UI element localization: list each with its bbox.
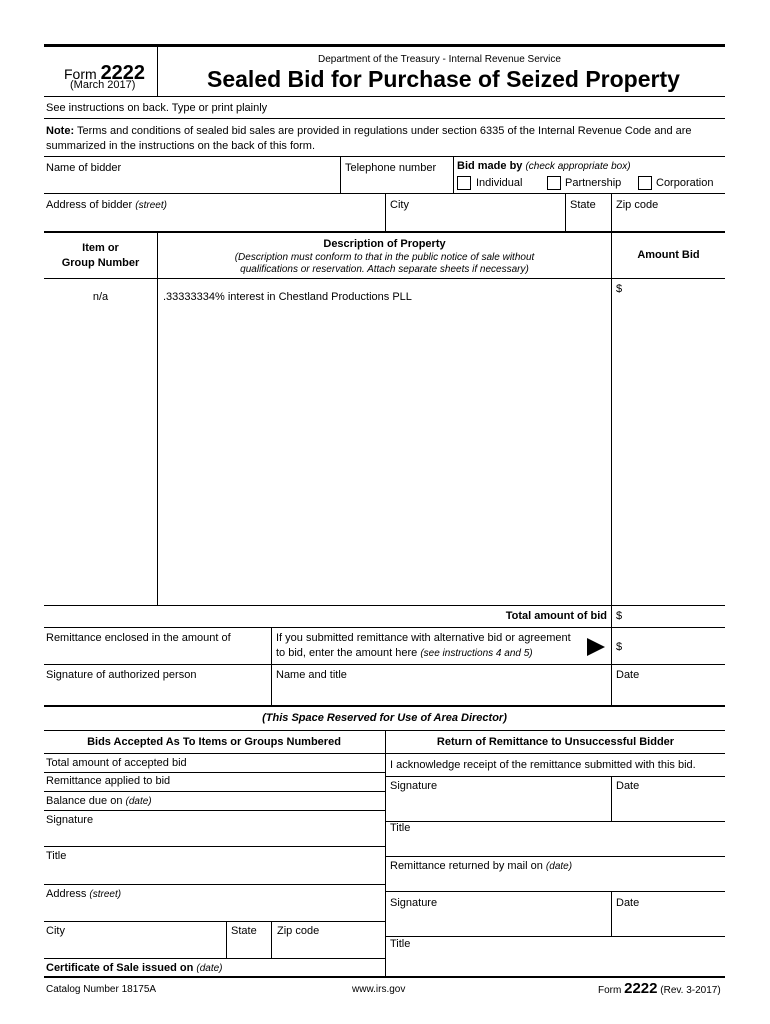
note-text-1: Terms and conditions of sealed bid sales are provided in regulations under section 6335 of the Internal Revenue Code and are — [76, 125, 692, 137]
note-line-2: summarized in the instructions on the back of this form. — [46, 140, 316, 152]
left-rule-2 — [44, 791, 385, 792]
individual-checkbox[interactable] — [457, 176, 471, 190]
corporation-label: Corporation — [656, 177, 714, 189]
certificate-hint: (date) — [196, 963, 223, 974]
zip-label: Zip code — [616, 199, 659, 211]
total-bid-value[interactable]: $ — [616, 610, 623, 622]
table-bottom-rule — [44, 605, 725, 606]
bid-made-by-hint: (check appropriate box) — [525, 161, 631, 172]
name-title-label: Name and title — [276, 669, 347, 681]
address-label — [46, 199, 167, 212]
col-desc-note-1: (Description must conform to that in the public notice of sale without — [234, 252, 535, 263]
return-remittance-header: Return of Remittance to Unsuccessful Bidder — [436, 736, 675, 748]
corporation-checkbox[interactable] — [638, 176, 652, 190]
col-desc-header: Description of Property — [323, 238, 446, 250]
form-date: (March 2017) — [70, 79, 136, 91]
alt-bid-line-2 — [276, 647, 533, 660]
bid-made-by — [457, 160, 631, 173]
instructions-text: See instructions on back. Type or print plainly — [46, 102, 268, 114]
right-date-divider-1 — [611, 776, 612, 821]
return-signature-field-2[interactable]: Signature — [390, 897, 438, 909]
state-field[interactable] — [566, 194, 610, 232]
left-rule-5 — [44, 884, 385, 885]
col-item-header-2: Group Number — [61, 257, 140, 269]
return-date-field-1[interactable]: Date — [616, 780, 640, 792]
remittance-bottom-rule — [44, 705, 725, 707]
remittance-returned-field[interactable] — [390, 860, 572, 873]
header-bottom-rule — [44, 96, 725, 97]
right-rule-1 — [385, 776, 725, 777]
director-address-field[interactable] — [46, 888, 121, 901]
individual-label: Individual — [476, 177, 523, 189]
col-item-header-1: Item or — [82, 242, 119, 254]
director-zip-field[interactable]: Zip code — [277, 925, 320, 937]
total-accepted-field[interactable]: Total amount of accepted bid — [46, 757, 187, 769]
bidder-rule-2 — [44, 231, 725, 233]
return-title-field-2[interactable]: Title — [390, 938, 411, 950]
balance-due-label: Balance due on — [46, 795, 123, 807]
header-divider — [157, 46, 158, 96]
agency-name: Department of the Treasury - Internal Revenue Service — [318, 54, 561, 65]
left-rule-4 — [44, 846, 385, 847]
note-label: Note: — [46, 125, 75, 137]
page-title: Sealed Bid for Purchase of Seized Property — [207, 66, 680, 92]
remittance-applied-field[interactable]: Remittance applied to bid — [46, 775, 171, 787]
partnership-checkbox[interactable] — [547, 176, 561, 190]
director-address-label: Address — [46, 888, 87, 900]
balance-due-hint: (date) — [125, 796, 152, 807]
director-title-field[interactable]: Title — [46, 850, 67, 862]
website-link[interactable]: www.irs.gov — [352, 984, 406, 995]
remittance-returned-label: Remittance returned by mail on — [390, 860, 543, 872]
balance-due-field[interactable] — [46, 795, 152, 808]
left-rule-6 — [44, 921, 385, 922]
right-rule-5 — [385, 936, 725, 937]
address-label-text: Address of bidder — [46, 199, 133, 211]
authorized-date-label: Date — [616, 669, 640, 681]
partnership-label: Partnership — [565, 177, 622, 189]
city-field[interactable] — [386, 194, 564, 232]
telephone-field[interactable] — [341, 157, 452, 193]
right-rule-4 — [385, 891, 725, 892]
alt-bid-hint: (see instructions 4 and 5) — [420, 648, 533, 659]
city-label: City — [390, 199, 409, 211]
return-signature-field-1[interactable]: Signature — [390, 780, 438, 792]
authorized-signature-field[interactable] — [44, 665, 270, 706]
authorized-signature-label: Signature of authorized person — [46, 669, 197, 681]
alt-amount-value[interactable]: $ — [616, 641, 623, 653]
col-amount-header: Amount Bid — [637, 249, 700, 261]
director-header-rule — [44, 753, 725, 754]
remittance-returned-hint: (date) — [545, 861, 573, 872]
bidder-name-label: Name of bidder — [46, 162, 122, 174]
telephone-label: Telephone number — [345, 162, 437, 174]
amount-bid-cell[interactable]: $ — [616, 283, 623, 295]
director-city-field[interactable]: City — [46, 925, 65, 937]
address-field[interactable] — [44, 194, 384, 232]
right-rule-2 — [385, 821, 725, 822]
left-city-state-divider — [226, 921, 227, 958]
state-label: State — [570, 199, 596, 211]
right-rule-3 — [385, 856, 725, 857]
left-rule-3 — [44, 810, 385, 811]
remittance-enclosed-field[interactable] — [44, 628, 270, 664]
note-line-1 — [46, 125, 692, 138]
total-bid-label: Total amount of bid — [505, 610, 607, 622]
footer-revision: (Rev. 3-2017) — [660, 985, 721, 996]
director-state-field[interactable]: State — [231, 925, 257, 937]
footer-form-id — [598, 980, 721, 998]
director-signature-field[interactable]: Signature — [46, 814, 94, 826]
bid-made-by-label: Bid made by — [457, 160, 523, 172]
acknowledge-text: I acknowledge receipt of the remittance submitted with this bid. — [390, 759, 696, 771]
form-word: Form — [64, 66, 97, 82]
catalog-number: Catalog Number 18175A — [46, 984, 157, 995]
footer-form-number: 2222 — [624, 980, 658, 997]
left-rule-1 — [44, 772, 385, 773]
remittance-enclosed-label: Remittance enclosed in the amount of — [46, 632, 231, 644]
alt-bid-line-1: If you submitted remittance with alternative bid or agreement — [276, 632, 571, 644]
address-label-hint: (street) — [135, 200, 167, 211]
item-number-cell[interactable]: n/a — [92, 291, 109, 303]
alt-bid-text: to bid, enter the amount here — [276, 647, 418, 659]
description-cell[interactable]: .33333334% interest in Chestland Productions PLL — [163, 291, 412, 303]
right-date-divider-2 — [611, 891, 612, 936]
left-state-zip-divider — [271, 921, 272, 958]
certificate-label: Certificate of Sale issued on — [46, 962, 194, 974]
intro-rule — [44, 118, 725, 119]
left-rule-7 — [44, 958, 385, 959]
footer-form-word: Form — [598, 985, 622, 996]
certificate-of-sale-field[interactable] — [46, 962, 223, 975]
return-date-field-2[interactable]: Date — [616, 897, 640, 909]
top-rule — [44, 44, 725, 47]
director-address-hint: (street) — [89, 889, 122, 900]
col-desc-note-2: qualifications or reservation. Attach separate sheets if necessary) — [240, 264, 529, 275]
reserved-space-title: (This Space Reserved for Use of Area Director) — [262, 712, 507, 724]
footer-rule — [44, 976, 725, 978]
bids-accepted-header: Bids Accepted As To Items or Groups Numbered — [87, 736, 341, 748]
return-title-field-1[interactable]: Title — [390, 822, 411, 834]
zip-field[interactable] — [612, 194, 725, 232]
form-number: 2222 — [100, 62, 146, 84]
phone-bid-divider — [453, 157, 454, 193]
table-row — [44, 279, 725, 605]
name-title-field[interactable] — [272, 665, 610, 706]
authorized-date-field[interactable] — [612, 665, 725, 706]
bidder-name-field[interactable] — [44, 157, 339, 193]
director-center-divider — [385, 730, 386, 977]
arrow-right-icon — [587, 638, 605, 656]
